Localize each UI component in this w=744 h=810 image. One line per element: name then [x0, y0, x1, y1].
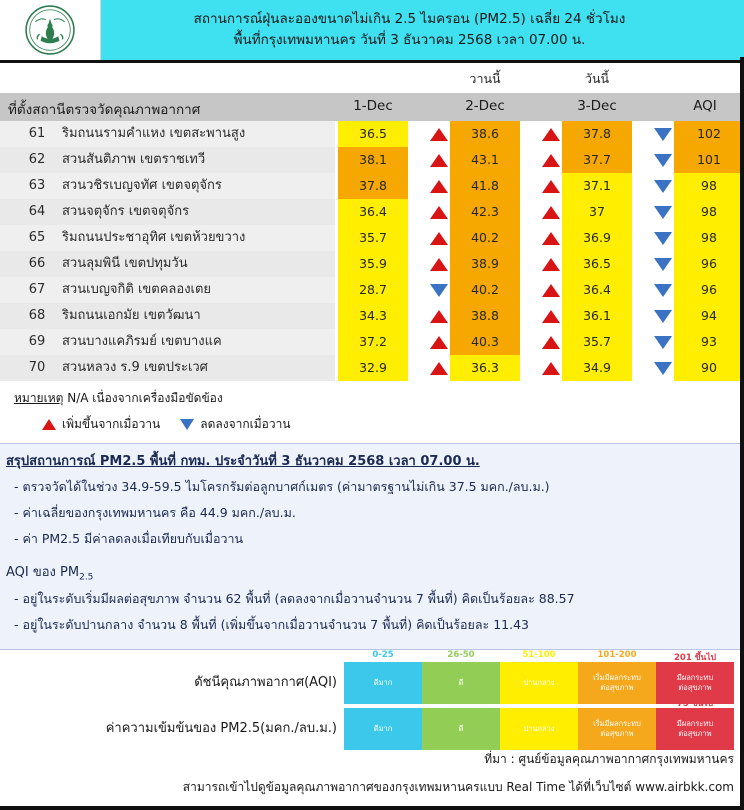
scale-segment-range: 15.1-25 — [442, 695, 480, 706]
station-name: สวนจตุจักร เขตจตุจักร — [62, 204, 190, 219]
value-1-dec: 37.8 — [338, 173, 408, 199]
table-row — [0, 147, 744, 173]
value-3-dec: 37.8 — [562, 121, 632, 147]
scale-segment-range: 51-100 — [522, 649, 556, 660]
day-label-row — [0, 63, 744, 93]
table-row — [0, 329, 744, 355]
decrease-triangle-icon — [654, 362, 672, 375]
increase-triangle-icon — [42, 419, 56, 430]
summary-bullet: - ตรวจวัดได้ในช่วง 34.9-59.5 ไมโครกรัมต่อลูกบาศก์เมตร (ค่ามาตรฐานไม่เกิน 37.5 มคก./ลบ.ม.) — [14, 479, 550, 494]
summary-section — [0, 443, 744, 650]
trend-arrow-1-cell — [410, 147, 468, 173]
summary-bullet: - ค่า PM2.5 มีค่าลดลงเมื่อเทียบกับเมื่อวาน — [14, 531, 244, 546]
value-1-dec: 32.9 — [338, 355, 408, 381]
increase-triangle-icon — [430, 336, 448, 349]
increase-triangle-icon — [542, 284, 560, 297]
station-number: 67 — [28, 282, 46, 297]
footer-website: สามารถเข้าไปดูข้อมูลคุณภาพอากาศของกรุงเทพมหานครแบบ Real Time ได้ที่เว็บไซต์ www.airbkk.com — [182, 780, 734, 794]
trend-arrow-1-cell — [410, 199, 468, 225]
scale-segment-label: ดีมาก — [373, 723, 393, 733]
trend-arrow-2-cell — [522, 199, 580, 225]
column-header-aqi: AQI — [693, 98, 717, 114]
value-aqi: 98 — [674, 173, 744, 199]
increase-triangle-icon — [542, 206, 560, 219]
increase-triangle-icon — [542, 154, 560, 167]
scale-segment-range: 75 ขึ้นไป — [676, 698, 714, 709]
station-number: 64 — [28, 204, 46, 219]
scale-segment — [344, 695, 422, 750]
scale-segment-range: 37.6-75 — [598, 695, 636, 706]
value-2-dec: 38.6 — [450, 121, 520, 147]
scale-segment-range: 201 ขึ้นไป — [674, 652, 716, 663]
scale-legend-row — [0, 695, 744, 750]
value-2-dec: 41.8 — [450, 173, 520, 199]
decrease-triangle-icon — [654, 336, 672, 349]
trend-arrow-2-cell — [522, 303, 580, 329]
station-name: สวนหลวง ร.9 เขตประเวศ — [62, 360, 208, 375]
aqi-subheading-subscript: 2.5 — [79, 572, 94, 583]
value-3-dec: 36.9 — [562, 225, 632, 251]
note-na-line — [14, 389, 744, 408]
bma-logo-container — [0, 0, 101, 60]
scale-segment-label: มีผลกระทบ ต่อสุขภาพ — [676, 719, 714, 738]
table-row — [0, 225, 744, 251]
scale-segment-range: 25.1-37.5 — [516, 695, 562, 706]
table-row — [0, 173, 744, 199]
station-name: สวนบางแคภิรมย์ เขตบางแค — [62, 334, 222, 349]
right-edge-rule — [740, 57, 744, 810]
station-number: 62 — [28, 152, 46, 167]
value-1-dec: 38.1 — [338, 147, 408, 173]
value-2-dec: 43.1 — [450, 147, 520, 173]
station-name: สวนสันติภาพ เขตราชเทวี — [62, 152, 206, 167]
trend-arrow-1-cell — [410, 329, 468, 355]
station-name: สวนวชิรเบญจทัศ เขตจตุจักร — [62, 178, 222, 193]
trend-arrow-3-cell — [634, 147, 692, 173]
trend-arrow-2-cell — [522, 121, 580, 147]
station-name: สวนลุมพินี เขตปทุมวัน — [62, 256, 188, 271]
trend-arrow-2-cell — [522, 329, 580, 355]
increase-triangle-icon — [430, 206, 448, 219]
value-1-dec: 36.4 — [338, 199, 408, 225]
scale-legend-section — [0, 650, 744, 758]
value-aqi: 96 — [674, 277, 744, 303]
trend-arrow-3-cell — [634, 225, 692, 251]
table-row — [0, 303, 744, 329]
trend-arrow-3-cell — [634, 355, 692, 381]
table-row — [0, 251, 744, 277]
scale-segment-label: ปานกลาง — [523, 723, 555, 733]
day-label-today: วันนี้ — [584, 71, 610, 86]
scale-segment — [422, 695, 500, 750]
value-3-dec: 35.7 — [562, 329, 632, 355]
value-aqi: 102 — [674, 121, 744, 147]
trend-arrow-2-cell — [522, 147, 580, 173]
aqi-bullet: - อยู่ในระดับเริ่มมีผลต่อสุขภาพ จำนวน 62 พื้นที่ (ลดลงจากเมื่อวานจำนวน 7 พื้นที่) คิดเป็นร้อยละ 88.57 — [14, 590, 575, 606]
decrease-triangle-icon — [654, 128, 672, 141]
decrease-triangle-icon — [654, 180, 672, 193]
decrease-triangle-icon — [430, 284, 448, 297]
bottom-edge-rule — [0, 806, 744, 810]
station-number: 66 — [28, 256, 46, 271]
increase-triangle-icon — [430, 232, 448, 245]
decrease-triangle-icon — [654, 154, 672, 167]
trend-arrow-3-cell — [634, 277, 692, 303]
scale-segment — [656, 698, 734, 750]
decrease-triangle-icon — [654, 206, 672, 219]
trend-arrow-1-cell — [410, 173, 468, 199]
notes-section — [0, 381, 744, 443]
decrease-triangle-icon — [654, 284, 672, 297]
aqi-item-list — [6, 589, 744, 635]
column-header-2-dec: 2-Dec — [465, 98, 505, 114]
value-2-dec: 40.2 — [450, 225, 520, 251]
value-2-dec: 36.3 — [450, 355, 520, 381]
value-1-dec: 37.2 — [338, 329, 408, 355]
decrease-triangle-icon — [654, 258, 672, 271]
station-number: 65 — [28, 230, 46, 245]
increase-triangle-icon — [542, 336, 560, 349]
decrease-triangle-icon — [180, 419, 194, 430]
station-name: ริมถนนเอกมัย เขตวัฒนา — [62, 308, 201, 323]
footer-source: ที่มา : ศูนย์ข้อมูลคุณภาพอากาศกรุงเทพมหานคร — [484, 752, 734, 766]
value-1-dec: 34.3 — [338, 303, 408, 329]
column-header-3-dec: 3-Dec — [577, 98, 617, 114]
bma-seal-icon — [24, 4, 76, 56]
scale-segment-label: เริ่มมีผลกระทบ ต่อสุขภาพ — [593, 719, 641, 738]
trend-arrow-1-cell — [410, 303, 468, 329]
scale-legend-label: ค่าความเข้มข้นของ PM2.5(มคก./ลบ.ม.) — [105, 720, 337, 736]
value-aqi: 96 — [674, 251, 744, 277]
trend-arrow-2-cell — [522, 355, 580, 381]
aqi-subheading — [6, 561, 744, 583]
scale-segment-label: ดี — [458, 677, 464, 687]
trend-arrow-3-cell — [634, 329, 692, 355]
value-2-dec: 40.2 — [450, 277, 520, 303]
scale-segment — [500, 695, 578, 750]
increase-triangle-icon — [542, 232, 560, 245]
trend-arrow-3-cell — [634, 303, 692, 329]
note-label: หมายเหตุ — [14, 391, 64, 405]
station-number: 70 — [28, 360, 46, 375]
value-3-dec: 37.7 — [562, 147, 632, 173]
value-2-dec: 38.8 — [450, 303, 520, 329]
value-aqi: 94 — [674, 303, 744, 329]
scale-legend-label: ดัชนีคุณภาพอากาศ(AQI) — [194, 674, 337, 690]
report-header — [0, 0, 744, 60]
value-aqi: 101 — [674, 147, 744, 173]
increase-triangle-icon — [430, 154, 448, 167]
value-aqi: 98 — [674, 225, 744, 251]
station-number: 61 — [28, 126, 46, 141]
value-3-dec: 36.4 — [562, 277, 632, 303]
value-1-dec: 35.7 — [338, 225, 408, 251]
header-title-line-2: พื้นที่กรุงเทพมหานคร วันที่ 3 ธันวาคม 2568 เวลา 07.00 น. — [233, 32, 586, 48]
scale-segment-label: มีผลกระทบ ต่อสุขภาพ — [676, 673, 714, 692]
increase-triangle-icon — [542, 362, 560, 375]
trend-arrow-2-cell — [522, 251, 580, 277]
header-title-line-1: สถานการณ์ฝุ่นละอองขนาดไม่เกิน 2.5 ไมครอน (PM2.5) เฉลี่ย 24 ชั่วโมง — [193, 11, 626, 28]
scale-segment-range: 101-200 — [597, 649, 637, 660]
station-number: 68 — [28, 308, 46, 323]
increase-triangle-icon — [430, 362, 448, 375]
value-aqi: 90 — [674, 355, 744, 381]
increase-triangle-icon — [542, 258, 560, 271]
trend-arrow-1-cell — [410, 251, 468, 277]
header-title-block — [101, 0, 744, 60]
scale-segment-label: ดีมาก — [373, 677, 393, 687]
summary-bullet: - ค่าเฉลี่ยของกรุงเทพมหานคร คือ 44.9 มคก./ลบ.ม. — [14, 505, 296, 520]
note-arrow-legend — [42, 415, 744, 434]
aqi-bullet: - อยู่ในระดับปานกลาง จำนวน 8 พื้นที่ (เพิ่มขึ้นจากเมื่อวานจำนวน 7 พื้นที่) คิดเป็นร้อยละ 11.43 — [14, 616, 529, 632]
scale-segment-range: 0-25 — [372, 649, 394, 660]
increase-triangle-icon — [542, 128, 560, 141]
scale-segment — [578, 695, 656, 750]
trend-arrow-1-cell — [410, 355, 468, 381]
value-3-dec: 37.1 — [562, 173, 632, 199]
scale-segment-label: ดี — [458, 723, 464, 733]
scale-segment-label: เริ่มมีผลกระทบ ต่อสุขภาพ — [593, 673, 641, 692]
table-row — [0, 355, 744, 381]
value-3-dec: 37 — [562, 199, 632, 225]
station-number: 69 — [28, 334, 46, 349]
decrease-triangle-icon — [654, 232, 672, 245]
station-number: 63 — [28, 178, 46, 193]
increase-triangle-icon — [430, 128, 448, 141]
scale-legend-bar — [344, 695, 734, 750]
station-name: สวนเบญจกิติ เขตคลองเตย — [62, 282, 212, 297]
trend-arrow-1-cell — [410, 277, 468, 303]
trend-arrow-3-cell — [634, 199, 692, 225]
table-column-header-row — [0, 93, 744, 121]
increase-triangle-icon — [430, 258, 448, 271]
trend-arrow-1-cell — [410, 225, 468, 251]
trend-arrow-1-cell — [410, 121, 468, 147]
scale-segment-range: 26-50 — [447, 649, 475, 660]
scale-segment-label: ปานกลาง — [523, 677, 555, 687]
table-row — [0, 121, 744, 147]
report-footer — [0, 750, 744, 806]
scale-segment-range: 0-15 — [372, 695, 394, 706]
increase-triangle-icon — [430, 180, 448, 193]
value-2-dec: 38.9 — [450, 251, 520, 277]
decrease-triangle-icon — [654, 310, 672, 323]
note-down-text: ลดลงจากเมื่อวาน — [200, 417, 291, 431]
trend-arrow-2-cell — [522, 173, 580, 199]
trend-arrow-2-cell — [522, 277, 580, 303]
trend-arrow-3-cell — [634, 121, 692, 147]
increase-triangle-icon — [430, 310, 448, 323]
trend-arrow-3-cell — [634, 251, 692, 277]
value-1-dec: 28.7 — [338, 277, 408, 303]
value-aqi: 98 — [674, 199, 744, 225]
increase-triangle-icon — [542, 180, 560, 193]
value-1-dec: 35.9 — [338, 251, 408, 277]
note-na-text: N/A เนื่องจากเครื่องมือขัดข้อง — [67, 391, 223, 405]
column-header-1-dec: 1-Dec — [353, 98, 393, 114]
table-body — [0, 121, 744, 381]
value-3-dec: 36.1 — [562, 303, 632, 329]
value-3-dec: 36.5 — [562, 251, 632, 277]
summary-title: สรุปสถานการณ์ PM2.5 พื้นที่ กทม. ประจำวันที่ 3 ธันวาคม 2568 เวลา 07.00 น. — [6, 454, 480, 469]
station-name: ริมถนนรามคำแหง เขตสะพานสูง — [62, 126, 246, 141]
trend-arrow-3-cell — [634, 173, 692, 199]
day-label-yesterday: วานนี้ — [469, 71, 501, 86]
trend-arrow-2-cell — [522, 225, 580, 251]
column-header-station: ที่ตั้งสถานีตรวจวัดคุณภาพอากาศ — [8, 102, 201, 118]
value-3-dec: 34.9 — [562, 355, 632, 381]
value-2-dec: 42.3 — [450, 199, 520, 225]
value-2-dec: 40.3 — [450, 329, 520, 355]
value-1-dec: 36.5 — [338, 121, 408, 147]
value-aqi: 93 — [674, 329, 744, 355]
aqi-subheading-text: AQI ของ PM — [6, 565, 80, 580]
table-row — [0, 277, 744, 303]
station-name: ริมถนนประชาอุทิศ เขตห้วยขวาง — [62, 230, 246, 245]
note-up-text: เพิ่มขึ้นจากเมื่อวาน — [62, 417, 161, 431]
increase-triangle-icon — [542, 310, 560, 323]
summary-item-list — [6, 477, 744, 549]
table-row — [0, 199, 744, 225]
